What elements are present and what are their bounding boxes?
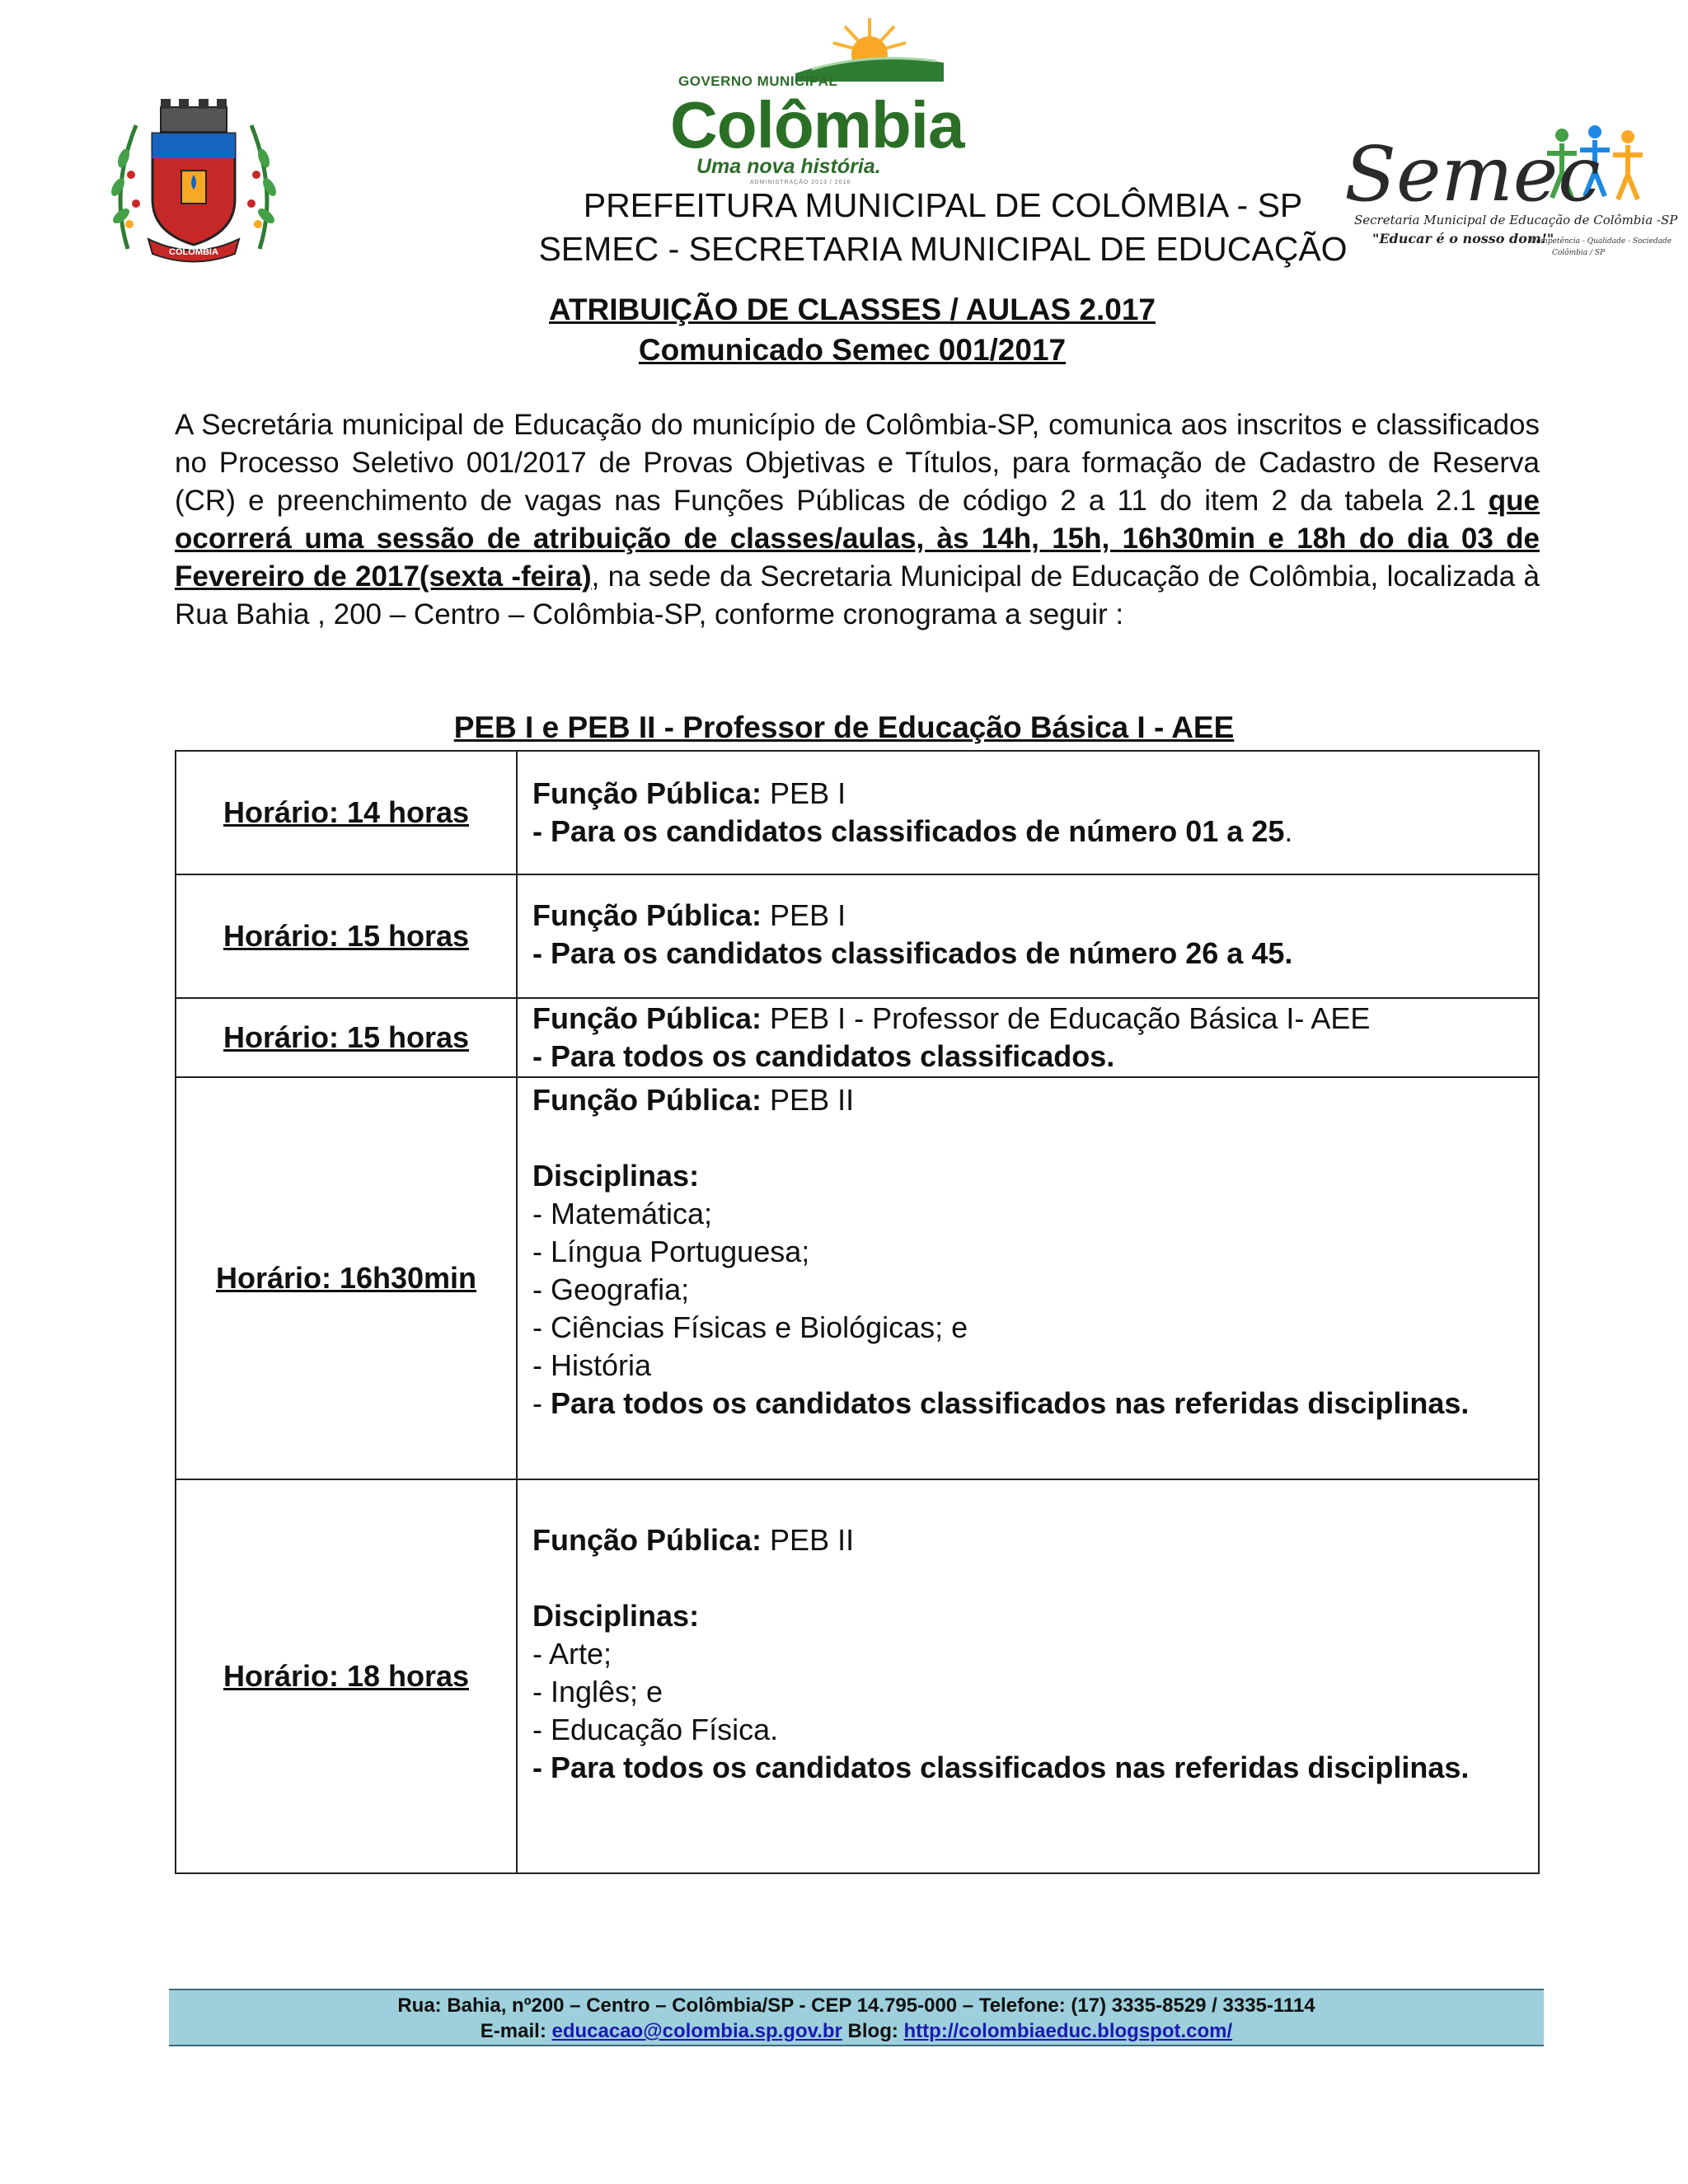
function-value: PEB I: [762, 776, 846, 810]
description-cell: [517, 1077, 1539, 1479]
email-link[interactable]: educacao@colombia.sp.gov.br: [551, 2020, 842, 2042]
function-label: Função Pública:: [532, 1083, 762, 1117]
subjects-label: Disciplinas:: [532, 1599, 700, 1633]
sun-icon: [779, 12, 944, 82]
time-cell: Horário: 15 horas: [176, 874, 517, 998]
function-value: PEB I: [762, 898, 846, 932]
footer-contact-bar: [169, 1989, 1544, 2046]
time-cell: Horário: 15 horas: [176, 998, 517, 1077]
function-label: Função Pública:: [532, 1001, 762, 1035]
subject-item: - Ciências Físicas e Biológicas; e: [532, 1310, 968, 1344]
table-row: [176, 998, 1539, 1077]
footer-address: Rua: Bahia, nº200 – Centro – Colômbia/SP - CEP 14.795-000 – Telefone: (17) 3335-8529 / 3335-1114: [397, 1994, 1315, 2017]
email-label: E-mail:: [480, 2020, 552, 2042]
eligibility-note-end: .: [1284, 814, 1293, 848]
semec-logo-motto: "Educar é o nosso dom!": [1372, 231, 1554, 246]
subject-item: - Matemática;: [532, 1197, 713, 1230]
intro-text-end: , na sede da Secretaria Municipal de Educação de Colômbia, localizada à Rua Bahia , 200 – Centro – Colômbia-SP, conforme cronograma a seguir :: [175, 560, 1540, 630]
subject-item: - Educação Física.: [532, 1713, 779, 1746]
subject-item: - Inglês; e: [532, 1675, 663, 1708]
prefeitura-heading: PREFEITURA MUNICIPAL DE COLÔMBIA - SP: [583, 186, 1303, 224]
semec-logo-subtitle: Secretaria Municipal de Educação de Colômbia -SP: [1354, 213, 1678, 227]
description-cell: [517, 1479, 1539, 1873]
time-cell: Horário: 18 horas: [176, 1479, 517, 1873]
blog-link[interactable]: http://colombiaeduc.blogspot.com/: [903, 2020, 1233, 2042]
table-row: [176, 874, 1539, 998]
description-cell: [517, 998, 1539, 1077]
schedule-table: [175, 750, 1540, 1874]
gov-logo-small: GOVERNO MUNICIPAL: [678, 73, 838, 89]
table-row: [176, 1077, 1539, 1479]
table-row: [176, 751, 1539, 874]
document-title: ATRIBUIÇÃO DE CLASSES / AULAS 2.017: [548, 293, 1156, 326]
function-label: Função Pública:: [532, 776, 762, 810]
eligibility-note: - Para os candidatos classificados de número 01 a 25: [532, 814, 1285, 848]
function-value: PEB II: [762, 1083, 855, 1117]
semec-logo-city: Colômbia / SP: [1552, 249, 1606, 257]
secretaria-heading: SEMEC - SECRETARIA MUNICIPAL DE EDUCAÇÃO: [538, 230, 1348, 268]
government-logo: [663, 12, 968, 185]
subjects-label: Disciplinas:: [532, 1159, 700, 1193]
gov-logo-name: Colômbia: [670, 88, 964, 162]
section-title: PEB I e PEB II - Professor de Educação Básica I - AEE: [453, 710, 1235, 744]
eligibility-note: - Para todos os candidatos classificados.: [532, 1039, 1115, 1073]
time-cell: Horário: 16h30min: [176, 1077, 517, 1479]
semec-logo-word: Semec: [1344, 130, 1601, 218]
footer-links: [169, 2018, 1544, 2044]
semec-logo-values: Competência - Qualidade - Sociedade: [1531, 237, 1672, 246]
subject-item: - História: [532, 1348, 652, 1382]
document-subtitle: Comunicado Semec 001/2017: [638, 333, 1067, 367]
function-label: Função Pública:: [532, 898, 762, 932]
intro-paragraph: [175, 406, 1540, 634]
intro-text-start: A Secretária municipal de Educação do município de Colômbia-SP, comunica aos inscritos e classificados no Processo Seletivo 001/2017 de Provas Objetivas e Títulos, para formação de Cadastro de Reserva (CR) e preenchimento de vagas nas Funções Públicas de código 2 a 11 do item 2 da tabela 2.1: [175, 409, 1540, 517]
function-label: Função Pública:: [532, 1523, 762, 1557]
subject-item: - Geografia;: [532, 1272, 690, 1306]
crest-banner-text: COLÔMBIA: [169, 247, 218, 257]
subject-item: - Língua Portuguesa;: [532, 1235, 810, 1268]
subject-item: - Arte;: [532, 1637, 612, 1671]
eligibility-note: - Para todos os candidatos classificados nas referidas disciplinas.: [532, 1750, 1470, 1784]
function-value: PEB I - Professor de Educação Básica I- AEE: [762, 1001, 1371, 1035]
gov-logo-admin: ADMINISTRAÇÃO 2013 / 2016: [750, 180, 851, 185]
gov-logo-slogan: Uma nova história.: [696, 155, 881, 178]
function-value: PEB II: [762, 1523, 855, 1557]
eligibility-note: Para todos os candidatos classificados nas referidas disciplinas.: [551, 1386, 1470, 1420]
intro-highlight: que ocorrerá uma sessão de atribuição de classes/aulas, às 14h, 15h, 16h30min e 18h do dia 03 de Fevereiro de 2017(sexta -feira): [175, 485, 1540, 593]
description-cell: [517, 751, 1539, 874]
eligibility-note-dash: -: [532, 1386, 551, 1420]
eligibility-note: - Para os candidatos classificados de número 26 a 45.: [532, 936, 1293, 970]
description-cell: [517, 874, 1539, 998]
table-row: [176, 1479, 1539, 1873]
blog-label: Blog:: [842, 2020, 904, 2042]
time-cell: Horário: 14 horas: [176, 751, 517, 874]
